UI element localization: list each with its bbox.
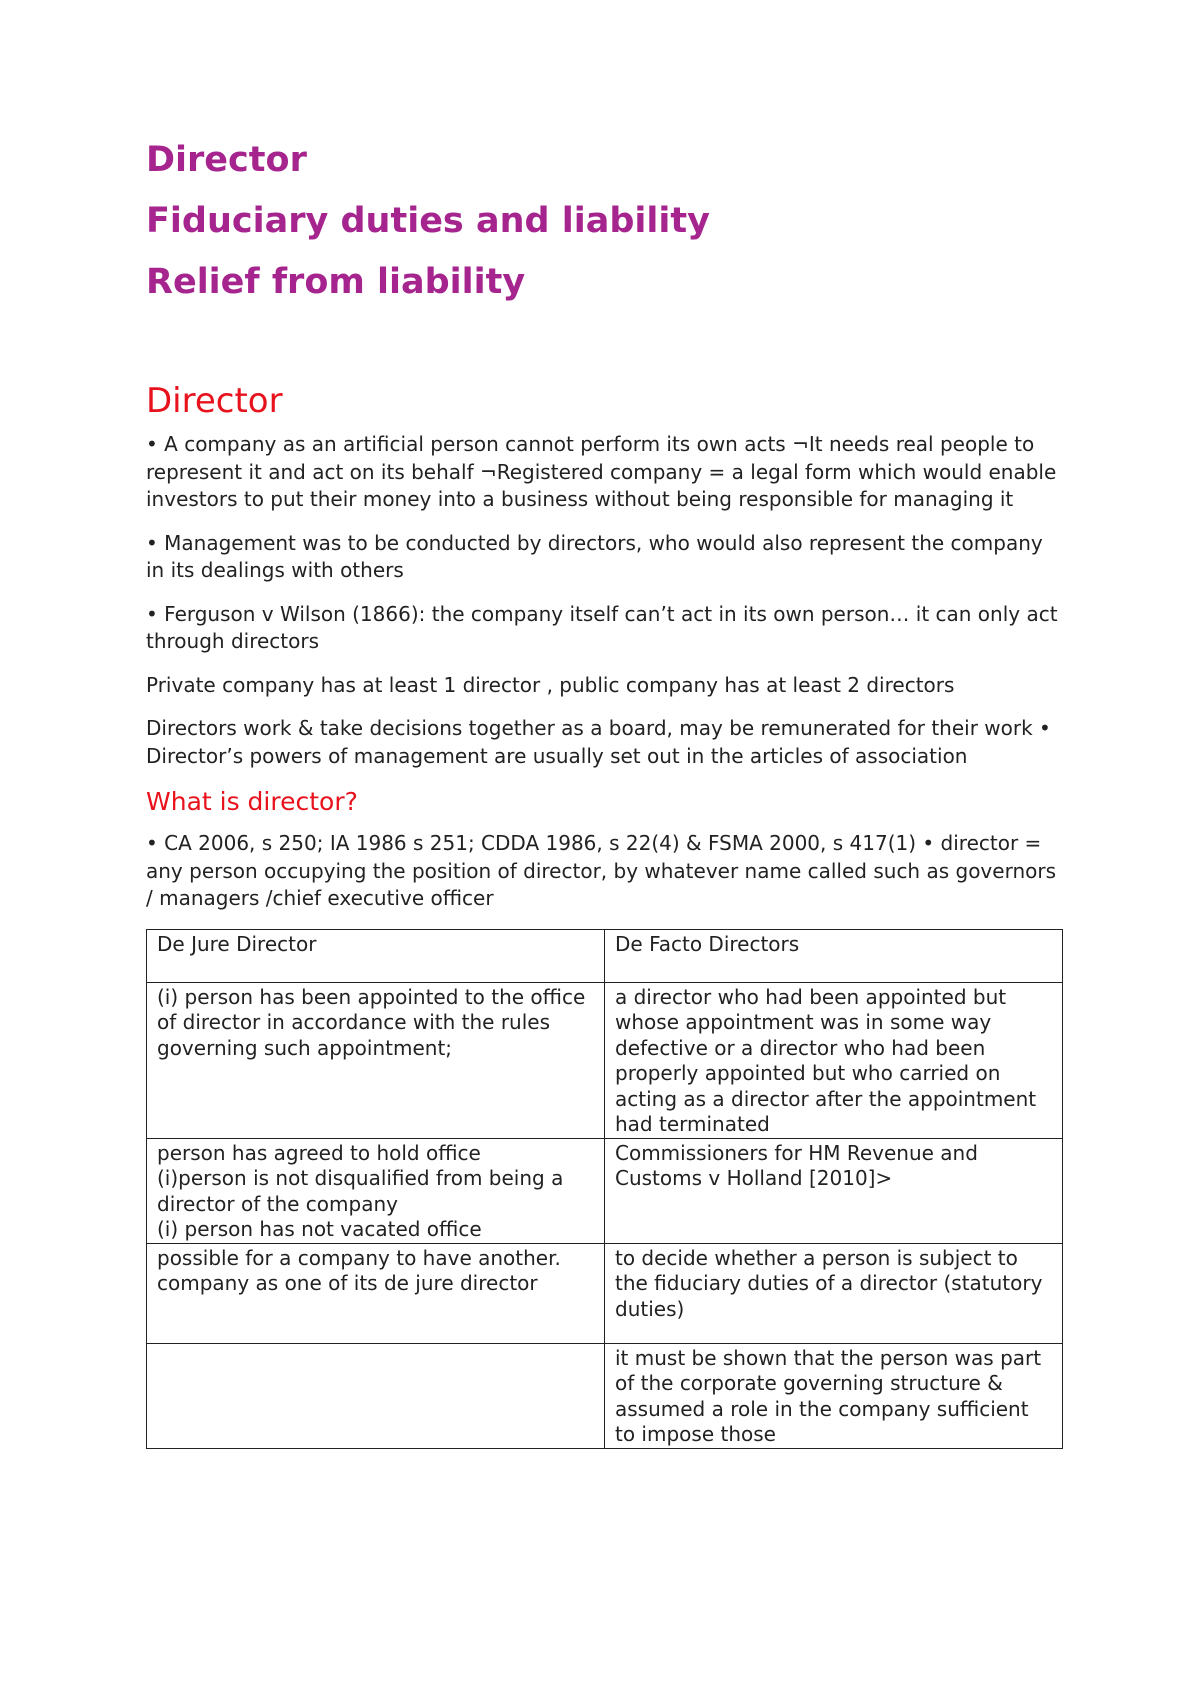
section-heading-director: Director xyxy=(146,381,283,421)
paragraph-ferguson: • Ferguson v Wilson (1866): the company itself can’t act in its own person… it can only act through directors xyxy=(146,601,1058,653)
paragraph-company-directors-count: Private company has at least 1 director , public company has at least 2 directors xyxy=(146,672,955,697)
cell-text: possible for a company to have another. xyxy=(157,1245,561,1270)
table-cell xyxy=(147,982,605,1138)
doc-title-relief: Relief from liability xyxy=(146,262,526,302)
cell-text: (i) person has been appointed to the office of director in accordance with the rules governing such appointment; xyxy=(157,984,586,1060)
paragraph-management: • Management was to be conducted by directors, who would also represent the company in its dealings with others xyxy=(146,530,1043,582)
table-row xyxy=(147,1138,1063,1243)
cell-text: to decide whether a person is subject to the fiduciary duties of a director (statutory duties) xyxy=(615,1245,1043,1321)
cell-text: (i) person has not vacated office xyxy=(157,1217,482,1241)
cell-text: person has agreed to hold office xyxy=(157,1140,481,1165)
cell-text: Commissioners for HM Revenue and Customs v Holland [2010]> xyxy=(615,1140,978,1190)
doc-title-director: Director xyxy=(146,140,307,180)
paragraph-statutes: • CA 2006, s 250; IA 1986 s 251; CDDA 1986, s 22(4) & FSMA 2000, s 417(1) • director = any person occupying the position of director, by whatever name called such as governors / managers /chief executive officer xyxy=(146,831,1056,910)
cell-text: (i)person is not disqualified from being a director of the company xyxy=(157,1166,564,1216)
doc-title-fiduciary-duties: Fiduciary duties and liability xyxy=(146,201,710,241)
table-row xyxy=(147,1343,1063,1448)
paragraph-board: Directors work & take decisions together as a board, may be remunerated for their work • Director’s powers of management are usually set out in the articles of association xyxy=(146,716,1051,768)
director-types-table xyxy=(146,929,1063,1449)
table-cell xyxy=(605,1243,1063,1343)
table-cell xyxy=(147,1243,605,1343)
table-cell xyxy=(605,1343,1063,1448)
table-cell-empty xyxy=(147,1343,605,1448)
table-cell xyxy=(605,982,1063,1138)
cell-text: company as one of its de jure director xyxy=(157,1271,538,1295)
table-header-de-facto: De Facto Directors xyxy=(605,929,1063,982)
document-page xyxy=(146,140,1062,1449)
paragraph-artificial-person: • A company as an artificial person cannot perform its own acts ¬It needs real people to represent it and act on its behalf ¬Registered company = a legal form which would enable investors to put their money into a business without being responsible for managing it xyxy=(146,432,1057,511)
table-cell xyxy=(605,1138,1063,1243)
cell-text: a director who had been appointed but whose appointment was in some way defective or a director who had been properly appointed but who carried on acting as a director after the appointment had terminated xyxy=(615,984,1037,1136)
section-heading-what-is-director: What is director? xyxy=(146,787,358,816)
table-header-de-jure: De Jure Director xyxy=(147,929,605,982)
table-cell xyxy=(147,1138,605,1243)
cell-text: it must be shown that the person was part of the corporate governing structure & assumed a role in the company sufficient to impose those xyxy=(615,1345,1042,1446)
table-header-row xyxy=(147,929,1063,982)
table-row xyxy=(147,1243,1063,1343)
table-row xyxy=(147,982,1063,1138)
